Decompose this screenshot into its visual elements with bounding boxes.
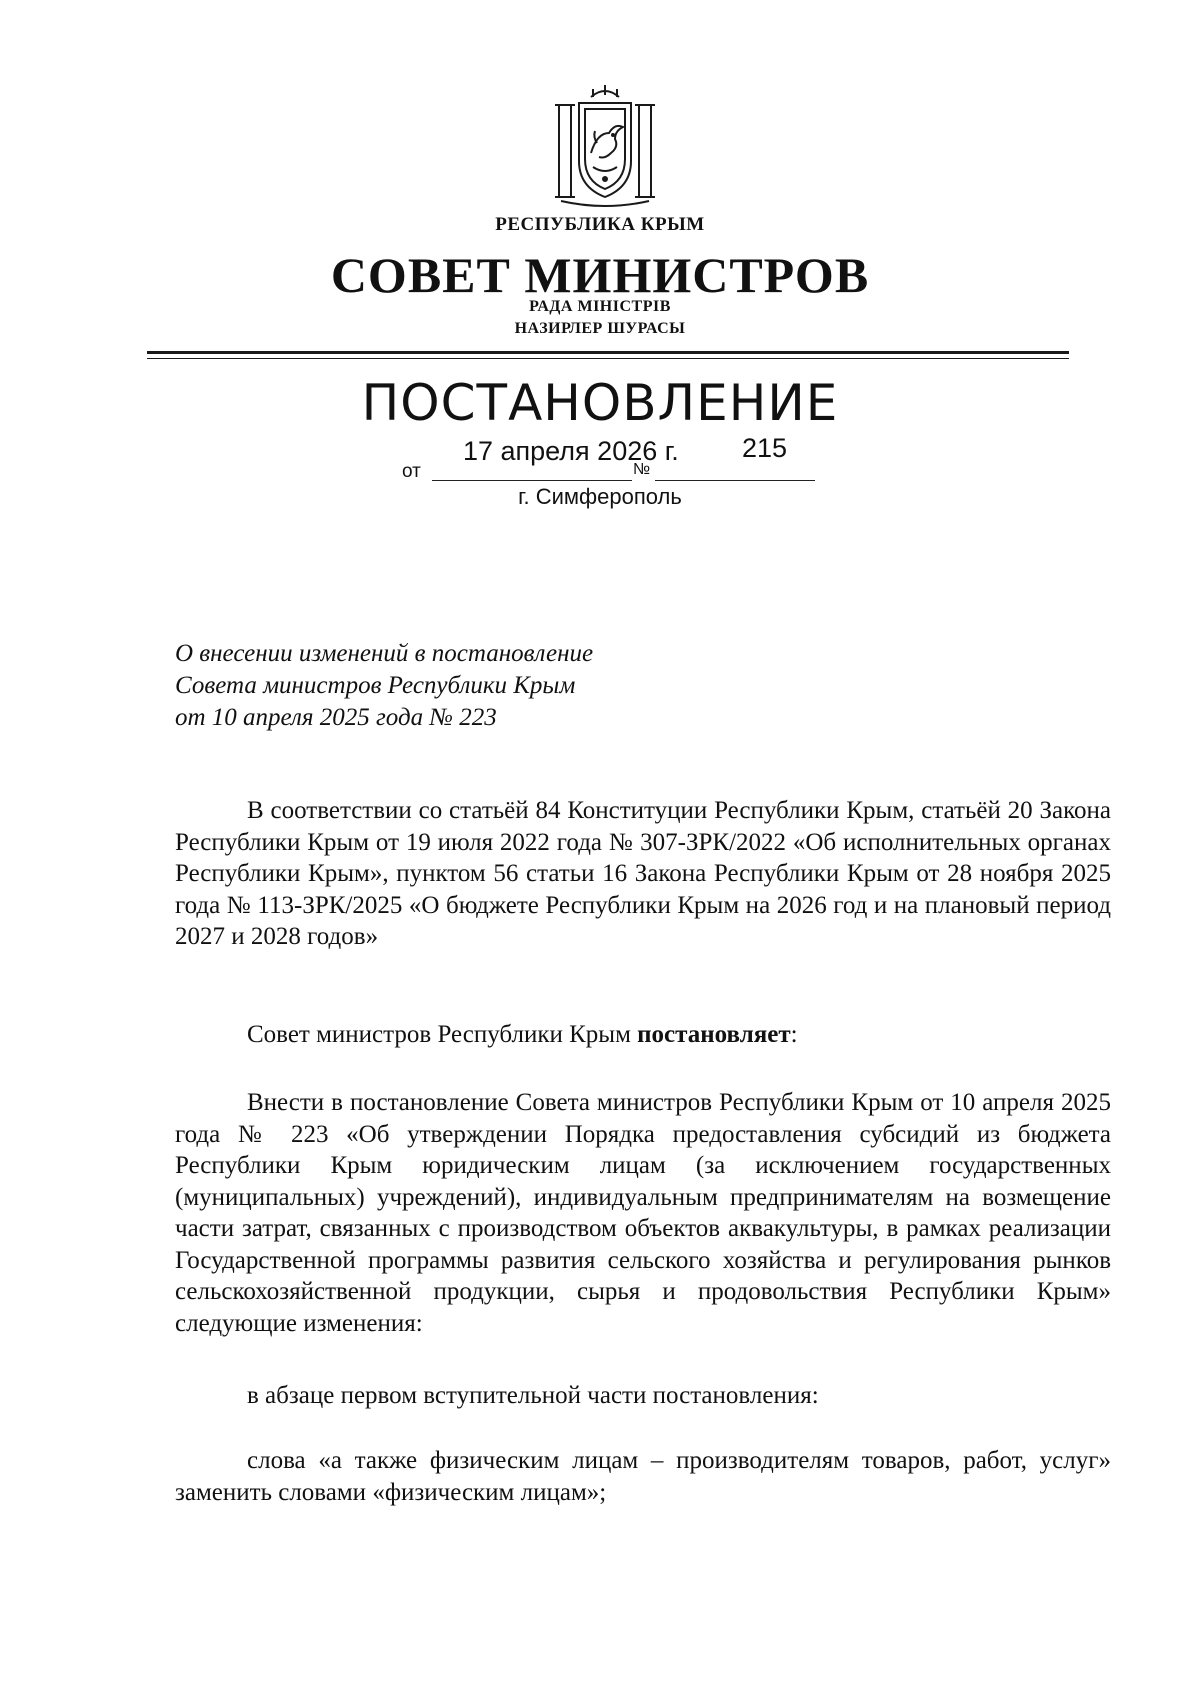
subject-line: О внесении изменений в постановление — [175, 640, 594, 667]
subject-line: от 10 апреля 2025 года № 223 — [175, 704, 497, 731]
city-name: г. Симферополь — [518, 484, 682, 509]
amendment-text: Внести в постановление Совета министров Республики Крым от 10 апреля 2025 года № 223 «Об утверждении Порядка предоставления субсидий из бюджета Республики Крым юридическим лицам (за исключением государственных (муниципальных) учреждений), индивидуальным предпринимателям на возмещение части затрат, связанных с производством объектов аквакультуры, в рамках реализации Государственной программы развития сельского хозяйства и регулирования рынков сельскохозяйственной продукции, сырья и продовольствия Республики Крым» следующие изменения: — [175, 1089, 1111, 1337]
sub-item-paragraph — [175, 1380, 1111, 1412]
date-underline — [432, 480, 632, 481]
preamble-paragraph — [175, 795, 1111, 953]
council-title-ukrainian: РАДА МІНІСТРІВ — [529, 298, 671, 315]
republic-name: РЕСПУБЛИКА КРЫМ — [495, 214, 705, 235]
sub-item-text: в абзаце первом вступительной части постановления: — [247, 1382, 819, 1409]
decree-subject — [175, 638, 593, 734]
decree-date: 17 апреля 2026 г. — [463, 436, 679, 466]
document-type-title: ПОСТАНОВЛЕНИЕ — [361, 374, 839, 432]
resolution-subject: Совет министров Республики Крым — [247, 1021, 638, 1048]
amendment-paragraph — [175, 1087, 1111, 1339]
header-rule-thick — [147, 351, 1069, 354]
resolution-colon: : — [790, 1021, 798, 1048]
council-title: СОВЕТ МИНИСТРОВ — [330, 247, 870, 303]
coat-of-arms-emblem — [553, 83, 657, 209]
number-underline — [655, 480, 815, 481]
header-rule-thin — [147, 358, 1069, 359]
preamble-text: В соответствии со статьёй 84 Конституции Республики Крым, статьёй 20 Закона Республики Крым от 19 июля 2022 года № 307-ЗРК/2022 «Об исполнительных органах Республики Крым», пунктом 56 статьи 16 Закона Республики Крым от 28 ноября 2025 года № 113-ЗРК/2025 «О бюджете Республики Крым на 2026 год и на плановый период 2027 и 2028 годов» — [175, 797, 1111, 950]
resolution-verb: постановляет — [637, 1021, 791, 1048]
resolution-paragraph — [175, 1019, 1111, 1051]
subject-line: Совета министров Республики Крым — [175, 672, 576, 699]
date-prefix: от — [402, 461, 421, 482]
council-title-crimean-tatar: НАЗИРЛЕР ШУРАСЫ — [514, 320, 686, 337]
decree-number: 215 — [742, 433, 788, 463]
change-text: слова «а также физическим лицам – производителям товаров, работ, услуг» заменить словами «физическим лицам»; — [175, 1447, 1111, 1506]
change-paragraph — [175, 1445, 1111, 1508]
number-prefix: № — [633, 461, 651, 478]
